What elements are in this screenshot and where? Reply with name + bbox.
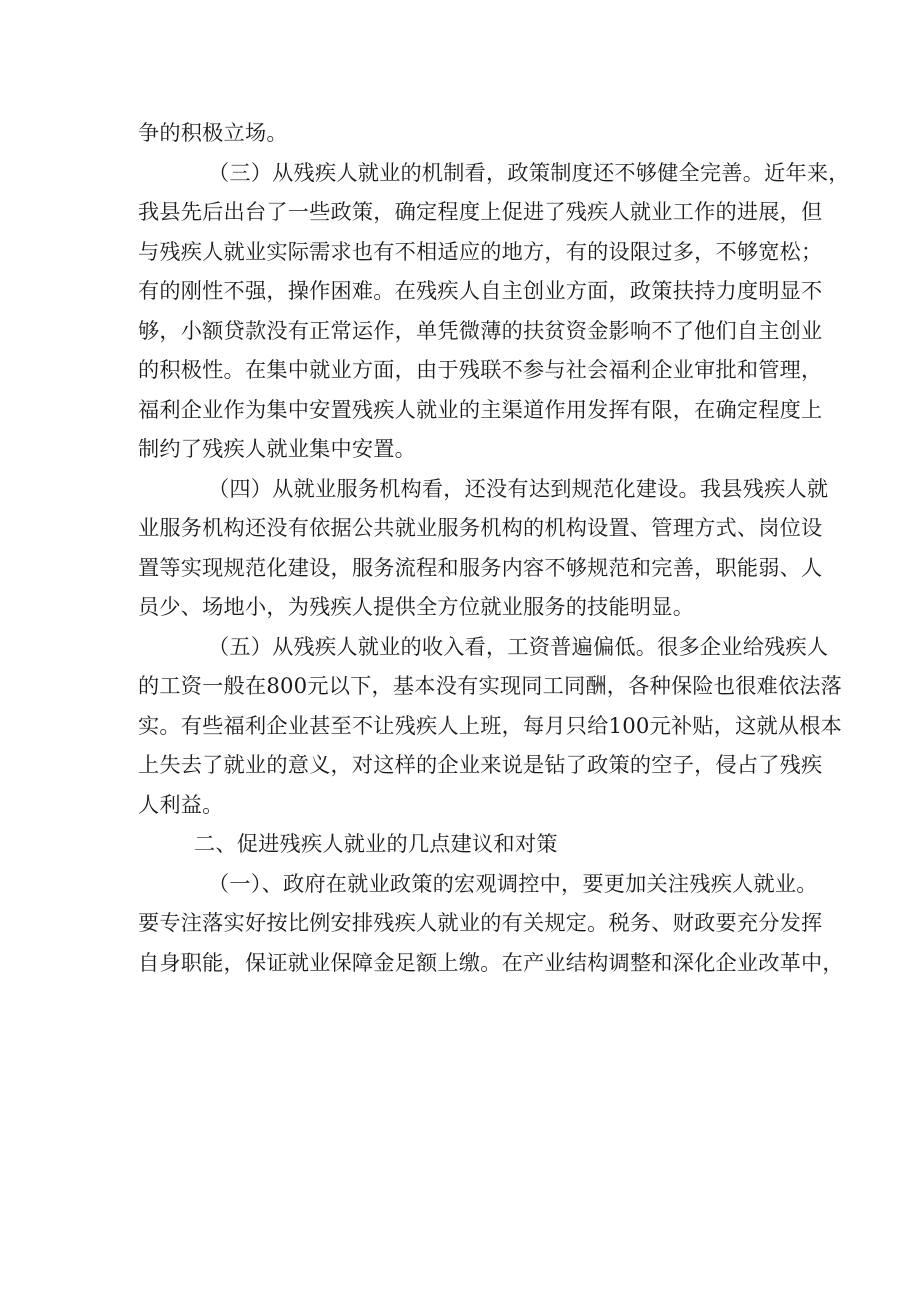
text-line: 福利企业作为集中安置残疾人就业的主渠道作用发挥有限，在确定程度上 [138,396,823,422]
paragraph-3-start: （三）从残疾人就业的机制看，政策制度还不够健全完善。近年来， [208,159,850,185]
text-line: 与残疾人就业实际需求也有不相适应的地方，有的设限过多，不够宽松； [138,238,823,264]
text-line: 够，小额贷款没有正常运作，单凭微薄的扶贫资金影响不了他们自主创业 [138,317,823,343]
text-line: 制约了残疾人就业集中安置。 [138,436,417,461]
text-line: 自身职能，保证就业保障金足额上缴。在产业结构调整和深化企业改革中， [138,949,844,975]
text-line: 要专注落实好按比例安排残疾人就业的有关规定。税务、财政要充分发挥 [138,910,823,935]
text-line: 的工资一般在800元以下，基本没有实现同工同酬，各种保险也很难依法落 [138,673,843,698]
paragraph-5-start: （五）从残疾人就业的收入看，工资普遍偏低。很多企业给残疾人 [208,633,829,659]
paragraph-suggestion-1-start: （一）、政府在就业政策的宏观调控中，要更加关注残疾人就业。 [208,870,818,896]
text-line: 的积极性。在集中就业方面，由于残联不参与社会福利企业审批和管理， [138,357,823,382]
document-page [138,113,850,982]
text-line: 业服务机构还没有依据公共就业服务机构的机构设置、管理方式、岗位设 [138,515,823,540]
text-line: 人利益。 [138,791,224,817]
text-line: 有的刚性不强，操作困难。在残疾人自主创业方面，政策扶持力度明显不 [138,278,823,303]
section-heading: 二、促进残疾人就业的几点建议和对策 [194,831,558,856]
paragraph-4-start: （四）从就业服务机构看，还没有达到规范化建设。我县残疾人就 [208,475,829,501]
text-line: 争的积极立场。 [138,120,288,145]
text-line: 员少、场地小，为残疾人提供全方位就业服务的技能明显。 [138,594,695,619]
text-line: 我县先后出台了一些政策，确定程度上促进了残疾人就业工作的进展，但 [138,199,823,224]
text-line: 上失去了就业的意义，对这样的企业来说是钻了政策的空子，侵占了残疾 [138,752,823,777]
text-line: 实。有些福利企业甚至不让残疾人上班，每月只给100元补贴，这就从根本 [138,712,843,738]
text-line: 置等实现规范化建设，服务流程和服务内容不够规范和完善，职能弱、人 [138,554,823,580]
